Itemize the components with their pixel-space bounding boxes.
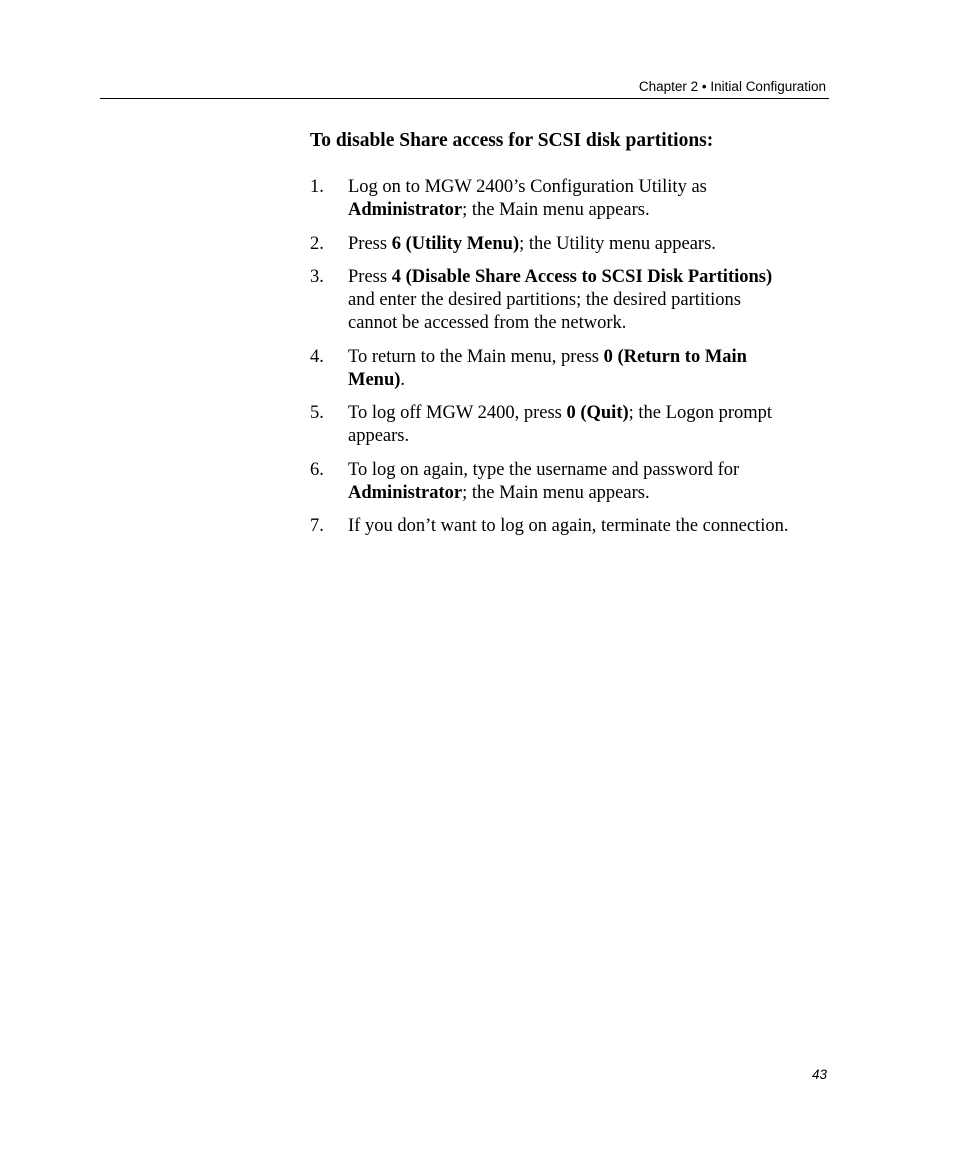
step-text-line — [348, 176, 840, 199]
bullet-separator: • — [701, 79, 707, 94]
step-plain-text: ; the Main menu appears. — [462, 200, 650, 220]
step-plain-text: To return to the Main menu, press — [348, 346, 604, 367]
step-text — [348, 402, 840, 448]
section-label: Initial Configuration — [710, 79, 826, 94]
procedure-step — [310, 266, 840, 335]
step-plain-text: Press — [348, 233, 392, 254]
step-text — [348, 515, 840, 538]
step-plain-text: and enter the desired partitions; the desired partitions — [348, 290, 742, 310]
step-text-line — [348, 233, 840, 256]
step-number: 1. — [310, 177, 324, 197]
step-text-line — [348, 402, 840, 425]
procedure-step — [310, 233, 840, 256]
step-text-line — [348, 369, 840, 392]
step-bold-text: Administrator — [348, 482, 463, 503]
step-plain-text: appears. — [348, 426, 410, 446]
step-text-line — [348, 346, 840, 369]
step-bold-text: Menu) — [348, 369, 401, 390]
step-text-line — [348, 515, 840, 538]
step-number: 2. — [310, 233, 324, 254]
step-bold-text: 6 (Utility Menu) — [391, 233, 520, 254]
procedure-heading: To disable Share access for SCSI disk partitions: — [310, 130, 714, 151]
running-header-text — [639, 79, 826, 94]
step-plain-text: ; the Logon prompt — [628, 403, 773, 423]
step-number: 4. — [310, 346, 324, 367]
step-bold-text: Administrator — [348, 200, 463, 220]
step-plain-text: Press — [348, 267, 392, 287]
step-number: 6. — [310, 459, 324, 480]
step-text-line — [348, 266, 840, 289]
step-text — [348, 346, 840, 392]
procedure-step — [310, 459, 840, 505]
step-text — [348, 459, 840, 505]
chapter-label: Chapter 2 — [638, 79, 699, 94]
procedure-step — [310, 176, 840, 222]
page-number: 43 — [811, 1067, 827, 1082]
step-plain-text: ; the Main menu appears. — [462, 482, 650, 503]
procedure-steps-list — [310, 176, 840, 549]
step-number: 7. — [310, 516, 324, 536]
step-plain-text: To log off MGW 2400, press — [348, 403, 567, 423]
step-plain-text: ; the Utility menu appears. — [519, 233, 716, 254]
step-bold-text: 0 (Quit) — [566, 403, 629, 423]
step-text-line — [348, 425, 840, 448]
step-plain-text: Log on to MGW 2400’s Configuration Utility as — [348, 177, 707, 197]
step-text-line — [348, 289, 840, 312]
step-bold-text: 4 (Disable Share Access to SCSI Disk Partitions) — [391, 267, 773, 287]
step-plain-text: cannot be accessed from the network. — [348, 313, 627, 333]
step-text — [348, 176, 840, 222]
step-text — [348, 233, 840, 256]
step-text-line — [348, 482, 840, 505]
step-number: 5. — [310, 403, 324, 423]
step-plain-text: If you don’t want to log on again, terminate the connection. — [348, 516, 789, 536]
procedure-step — [310, 346, 840, 392]
step-text-line — [348, 459, 840, 482]
procedure-step — [310, 402, 840, 448]
step-plain-text: . — [400, 369, 406, 390]
running-header — [100, 78, 829, 99]
step-bold-text: 0 (Return to Main — [603, 346, 747, 367]
step-text — [348, 266, 840, 335]
procedure-step — [310, 515, 840, 538]
step-plain-text: To log on again, type the username and password for — [348, 459, 740, 480]
step-text-line — [348, 312, 840, 335]
step-number: 3. — [310, 267, 324, 287]
step-text-line — [348, 199, 840, 222]
